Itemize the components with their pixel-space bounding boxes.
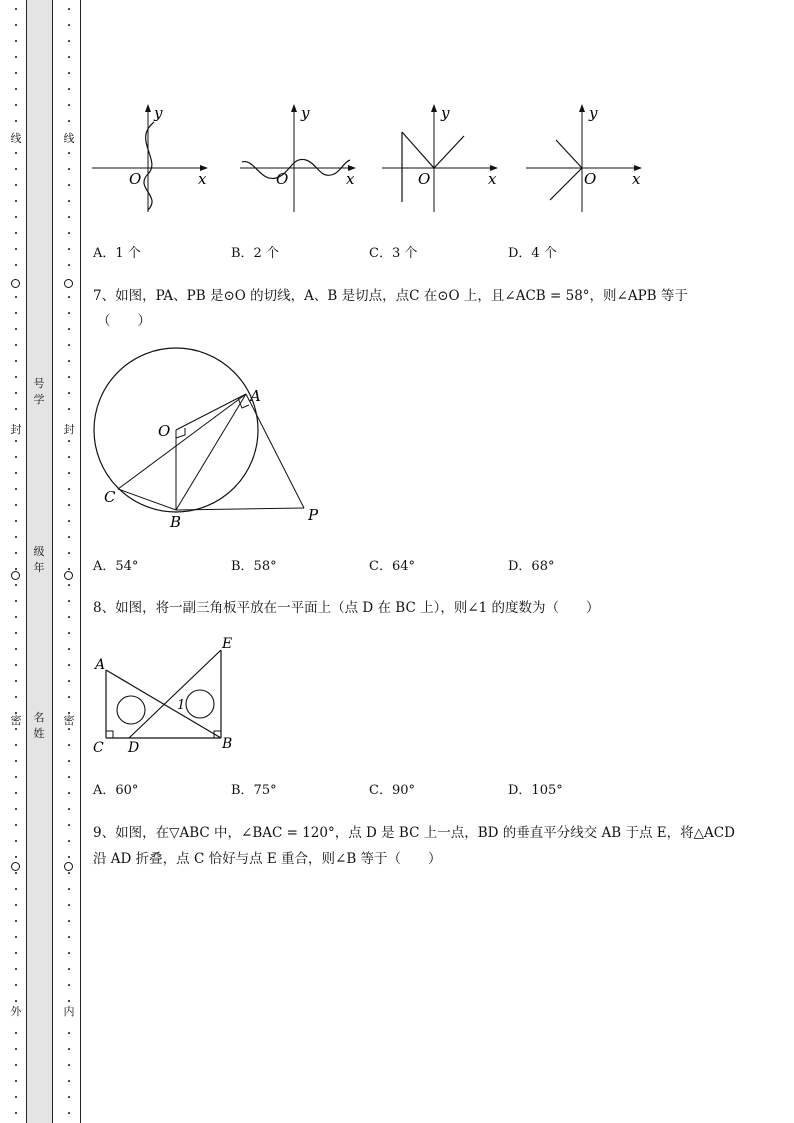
seal-dot bbox=[15, 344, 17, 346]
field-label-grade: 级年 bbox=[33, 545, 45, 574]
seal-dot bbox=[68, 56, 70, 58]
seal-dot bbox=[68, 376, 70, 378]
field-label-student-number: 号学 bbox=[33, 377, 45, 406]
seal-dot bbox=[15, 872, 17, 874]
angle-1-label: 1 bbox=[177, 698, 186, 713]
point-B-label: B bbox=[170, 513, 182, 531]
seal-dot bbox=[15, 744, 17, 746]
origin-label: O bbox=[129, 170, 142, 188]
graph-d bbox=[526, 104, 646, 216]
seal-dot bbox=[68, 824, 70, 826]
q7-answer-blank: （ ） bbox=[97, 313, 151, 329]
seal-dot bbox=[68, 856, 70, 858]
q8-option-b[interactable]: B．75° bbox=[231, 783, 277, 798]
seal-dot bbox=[68, 984, 70, 986]
seal-dot bbox=[15, 440, 17, 442]
seal-dot bbox=[68, 264, 70, 266]
seal-dot bbox=[15, 88, 17, 90]
seal-dot bbox=[15, 152, 17, 154]
point-C-label: C bbox=[93, 740, 104, 756]
seal-char-nei: 内 bbox=[63, 1005, 75, 1018]
seal-dot bbox=[15, 920, 17, 922]
inner-seal-line bbox=[62, 0, 76, 1123]
point-O-label: O bbox=[158, 422, 171, 440]
seal-dot bbox=[15, 520, 17, 522]
seal-dot bbox=[15, 8, 17, 10]
seal-dot bbox=[15, 888, 17, 890]
seal-dot bbox=[15, 952, 17, 954]
seal-dot bbox=[15, 328, 17, 330]
seal-dot bbox=[15, 616, 17, 618]
seal-circle bbox=[64, 862, 73, 871]
x-axis-label: x bbox=[346, 170, 355, 188]
y-axis-label: y bbox=[441, 104, 450, 122]
q7-stem-line1: 7、如图，PA、PB 是⊙O 的切线，A、B 是切点，点C 在⊙O 上，且∠ACB = 58°，则∠APB 等于 bbox=[93, 288, 688, 304]
seal-dot bbox=[15, 536, 17, 538]
seal-dot bbox=[15, 1112, 17, 1114]
point-E-label: E bbox=[222, 636, 233, 652]
seal-dot bbox=[15, 360, 17, 362]
seal-char-wai: 外 bbox=[10, 1005, 22, 1018]
seal-dot bbox=[15, 1064, 17, 1066]
seal-circle bbox=[64, 571, 73, 580]
seal-dot bbox=[68, 504, 70, 506]
seal-dot bbox=[15, 200, 17, 202]
seal-dot bbox=[15, 72, 17, 74]
seal-dot bbox=[68, 72, 70, 74]
seal-dot bbox=[68, 696, 70, 698]
seal-dot bbox=[15, 488, 17, 490]
seal-dot bbox=[68, 184, 70, 186]
seal-dot bbox=[15, 56, 17, 58]
seal-dot bbox=[15, 792, 17, 794]
seal-dot bbox=[15, 984, 17, 986]
seal-dot bbox=[15, 1048, 17, 1050]
seal-dot bbox=[15, 120, 17, 122]
seal-dot bbox=[15, 392, 17, 394]
seal-circle bbox=[11, 571, 20, 580]
seal-dot bbox=[15, 584, 17, 586]
origin-label: O bbox=[584, 170, 597, 188]
seal-dot bbox=[15, 168, 17, 170]
seal-dot bbox=[68, 232, 70, 234]
q7-option-b[interactable]: B．58° bbox=[231, 559, 277, 574]
seal-dot bbox=[68, 1096, 70, 1098]
point-P-label: P bbox=[308, 506, 319, 524]
origin-label: O bbox=[276, 170, 289, 188]
seal-dot bbox=[15, 376, 17, 378]
q8-set-squares-figure bbox=[90, 632, 240, 758]
seal-dot bbox=[15, 552, 17, 554]
x-axis-label: x bbox=[488, 170, 497, 188]
x-axis-label: x bbox=[198, 170, 207, 188]
seal-char-feng: 封 bbox=[63, 423, 75, 436]
seal-dot bbox=[15, 264, 17, 266]
seal-dot bbox=[68, 776, 70, 778]
y-axis-label: y bbox=[301, 104, 310, 122]
seal-dot bbox=[15, 232, 17, 234]
seal-dot bbox=[15, 664, 17, 666]
seal-circle bbox=[64, 279, 73, 288]
seal-dot bbox=[15, 504, 17, 506]
seal-dot bbox=[15, 728, 17, 730]
point-D-label: D bbox=[128, 740, 140, 756]
seal-dot bbox=[15, 968, 17, 970]
seal-dot bbox=[68, 408, 70, 410]
seal-dot bbox=[68, 104, 70, 106]
seal-dot bbox=[68, 664, 70, 666]
seal-dot bbox=[68, 488, 70, 490]
seal-dot bbox=[68, 936, 70, 938]
seal-dot bbox=[15, 248, 17, 250]
origin-label: O bbox=[418, 170, 431, 188]
seal-dot bbox=[68, 888, 70, 890]
q8-option-d[interactable]: D．105° bbox=[508, 783, 563, 798]
seal-dot bbox=[15, 632, 17, 634]
seal-dot bbox=[68, 456, 70, 458]
y-axis-label: y bbox=[589, 104, 598, 122]
field-label-name: 名姓 bbox=[33, 711, 45, 740]
seal-dot bbox=[15, 1080, 17, 1082]
seal-dot bbox=[68, 1080, 70, 1082]
seal-dot bbox=[15, 696, 17, 698]
seal-dot bbox=[68, 520, 70, 522]
seal-dot bbox=[15, 312, 17, 314]
seal-dot bbox=[68, 600, 70, 602]
seal-char-mi: 密 bbox=[10, 714, 22, 727]
seal-dot bbox=[15, 808, 17, 810]
seal-dot bbox=[68, 40, 70, 42]
seal-dot bbox=[15, 776, 17, 778]
q9-stem-line2: 沿 AD 折叠，点 C 恰好与点 E 重合，则∠B 等于（ ） bbox=[93, 851, 442, 867]
seal-dot bbox=[68, 472, 70, 474]
seal-dot bbox=[15, 856, 17, 858]
y-axis-label: y bbox=[154, 104, 163, 122]
seal-dot bbox=[68, 8, 70, 10]
seal-dot bbox=[15, 680, 17, 682]
margin-rule-3 bbox=[80, 0, 81, 1123]
seal-dot bbox=[68, 152, 70, 154]
seal-dot bbox=[68, 808, 70, 810]
seal-dot bbox=[15, 568, 17, 570]
seal-dot bbox=[15, 648, 17, 650]
seal-dot bbox=[68, 200, 70, 202]
seal-dot bbox=[68, 680, 70, 682]
seal-dot bbox=[68, 616, 70, 618]
seal-dot bbox=[68, 728, 70, 730]
seal-dot bbox=[68, 760, 70, 762]
seal-dot bbox=[68, 360, 70, 362]
seal-dot bbox=[68, 1032, 70, 1034]
graph-c bbox=[382, 104, 502, 216]
q7-option-a[interactable]: A．54° bbox=[93, 559, 139, 574]
seal-dot bbox=[68, 968, 70, 970]
seal-dot bbox=[68, 648, 70, 650]
seal-dot bbox=[15, 824, 17, 826]
seal-dot bbox=[68, 1112, 70, 1114]
q7-option-c[interactable]: C．64° bbox=[369, 559, 415, 574]
seal-dot bbox=[15, 1000, 17, 1002]
seal-circle bbox=[11, 862, 20, 871]
seal-dot bbox=[15, 472, 17, 474]
seal-dot bbox=[68, 24, 70, 26]
seal-dot bbox=[68, 296, 70, 298]
margin-rule-2 bbox=[52, 0, 53, 1123]
seal-dot bbox=[68, 872, 70, 874]
seal-dot bbox=[68, 792, 70, 794]
point-B-label: B bbox=[222, 736, 233, 752]
seal-dot bbox=[68, 168, 70, 170]
point-A-label: A bbox=[250, 387, 261, 405]
seal-dot bbox=[15, 104, 17, 106]
seal-dot bbox=[15, 184, 17, 186]
seal-char-xian: 线 bbox=[63, 132, 75, 145]
seal-dot bbox=[15, 904, 17, 906]
graph-b bbox=[240, 104, 360, 216]
seal-dot bbox=[15, 216, 17, 218]
q7-circle-tangent-figure bbox=[88, 344, 338, 534]
seal-dot bbox=[68, 120, 70, 122]
q9-stem-line1: 9、如图，在▽ABC 中，∠BAC = 120°，点 D 是 BC 上一点，BD 的垂直平分线交 AB 于点 E，将△ACD bbox=[93, 825, 735, 841]
seal-char-xian: 线 bbox=[10, 132, 22, 145]
seal-dot bbox=[15, 24, 17, 26]
seal-char-feng: 封 bbox=[10, 423, 22, 436]
seal-dot bbox=[68, 1064, 70, 1066]
seal-dot bbox=[15, 1032, 17, 1034]
q6-option-a[interactable]: A．1 个 bbox=[93, 246, 141, 261]
q6-option-d[interactable]: D．4 个 bbox=[508, 246, 557, 261]
q7-option-d[interactable]: D．68° bbox=[508, 559, 555, 574]
x-axis-label: x bbox=[632, 170, 641, 188]
seal-dot bbox=[68, 568, 70, 570]
q6-option-c[interactable]: C．3 个 bbox=[369, 246, 418, 261]
seal-dot bbox=[15, 408, 17, 410]
seal-dot bbox=[68, 312, 70, 314]
seal-dot bbox=[68, 840, 70, 842]
seal-dot bbox=[15, 936, 17, 938]
seal-dot bbox=[68, 88, 70, 90]
seal-circle bbox=[11, 279, 20, 288]
seal-dot bbox=[68, 248, 70, 250]
seal-dot bbox=[68, 920, 70, 922]
q8-option-c[interactable]: C．90° bbox=[369, 783, 415, 798]
seal-dot bbox=[15, 456, 17, 458]
seal-dot bbox=[68, 344, 70, 346]
seal-dot bbox=[68, 584, 70, 586]
seal-dot bbox=[68, 744, 70, 746]
seal-dot bbox=[68, 440, 70, 442]
margin-rule-1 bbox=[26, 0, 27, 1123]
seal-dot bbox=[15, 296, 17, 298]
seal-dot bbox=[68, 952, 70, 954]
seal-dot bbox=[68, 632, 70, 634]
seal-dot bbox=[15, 600, 17, 602]
seal-dot bbox=[15, 40, 17, 42]
seal-dot bbox=[15, 840, 17, 842]
q8-stem: 8、如图，将一副三角板平放在一平面上（点 D 在 BC 上），则∠1 的度数为（ ） bbox=[93, 600, 600, 616]
seal-dot bbox=[68, 392, 70, 394]
seal-dot bbox=[15, 760, 17, 762]
seal-char-mi: 密 bbox=[63, 714, 75, 727]
point-A-label: A bbox=[95, 657, 106, 673]
q6-option-b[interactable]: B．2 个 bbox=[231, 246, 279, 261]
seal-dot bbox=[15, 1096, 17, 1098]
seal-dot bbox=[68, 328, 70, 330]
seal-dot bbox=[68, 552, 70, 554]
outer-seal-line bbox=[9, 0, 23, 1123]
seal-dot bbox=[68, 1048, 70, 1050]
q8-option-a[interactable]: A．60° bbox=[93, 783, 139, 798]
seal-dot bbox=[68, 536, 70, 538]
seal-dot bbox=[68, 1000, 70, 1002]
seal-dot bbox=[68, 216, 70, 218]
seal-dot bbox=[68, 904, 70, 906]
point-C-label: C bbox=[104, 488, 116, 506]
graph-a bbox=[92, 104, 212, 216]
